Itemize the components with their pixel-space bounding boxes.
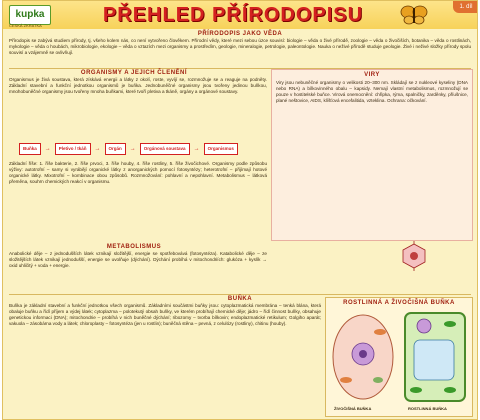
virus-icon: [389, 241, 439, 271]
cell-panel-heading: ROSTLINNÁ A ŽIVOČIŠNÁ BUŇKA: [343, 300, 455, 306]
plant-cell-caption: ROSTLINNÁ BUŇKA: [408, 406, 447, 411]
level-box: Orgán: [105, 143, 126, 155]
intro-text: Přírodopis se zabývá studiem přírody, tj. všeho kolem nás, co není vytvořeno člověkem. Přírodní vědy, které mezi sebou úzce souvisí: biologie – věda o živé přírodě, zoologie – věda o živočiších, botanika – věda o rostlinách, mykologie – věda o houbách, mikrobiologie, ekologie – věda o vztazích mezi organismy a prostředím, geologie, mineralogie, petrologie, paleontologie. Nauka o neživé přírodě studuje geologie. Živé i neživé složky přírody spolu souvisí a vzájemně se ovlivňují.: [9, 38, 471, 56]
plant-cell-icon: [402, 310, 468, 404]
org-text: Organismus je živá soustava, která získává energii a látky z okolí, roste, vyvíjí se, rozmnožuje se a reaguje na podněty. Základní stavební a funkční jednotkou organismů je buňka. Jednobuněčné organismy jsou tvořeny jedinou buňkou, mnohobuněčné organismy jsou tvořeny mnoha buňkami, které tvoří pletiva a tkáně, orgány a orgánové soustavy.: [9, 77, 267, 95]
header: [3, 1, 477, 29]
meta-text: Anabolické děje – z jednodušších látek vznikají složitější, energie se spotřebovává (fotosyntéza). Katabolické děje – ze složitějších látek vznikají jednodušší, energie se uvolňuje (dýchání). Dýchání probíhá v mitochondriích: glukóza + kyslík → oxid uhličitý + voda + energie.: [9, 251, 267, 269]
divider: [9, 294, 471, 295]
org-heading: ORGANISMY A JEJICH ČLENĚNÍ: [80, 70, 188, 76]
level-box: Pletivo / tkáň: [55, 143, 91, 155]
arrow-icon: →: [94, 146, 101, 152]
viruses-text: Viry jsou nebuněčné organismy o velikosti 20–300 nm. Skládají se z nukleové kyseliny (DNA nebo RNA) a bílkovinného obalu – kapsidy. Nemají vlastní metabolismus, rozmnožují se pouze v hostitelské buňce. Virová onemocnění: chřipka, rýma, spalničky, zarděnky, příušnice, plané neštovice, AIDS, klíšťová encefalitida, vzteklina. Ochrana: očkování.: [276, 80, 468, 104]
cell-heading: BUŇKA: [227, 296, 253, 302]
cell-diagram-panel: [325, 297, 473, 417]
arrow-icon: →: [193, 146, 200, 152]
butterfly-icon: [399, 4, 429, 26]
organization-levels-diagram: [19, 142, 238, 156]
level-box: Organismus: [204, 143, 238, 155]
level-box: Buňka: [19, 143, 41, 155]
animal-cell-icon: [330, 310, 396, 404]
edition-badge: 1. díl: [453, 1, 478, 13]
arrow-icon: →: [129, 146, 136, 152]
viruses-heading: VIRY: [364, 72, 380, 78]
meta-heading: METABOLISMUS: [106, 244, 162, 250]
brand-tagline: ČESKÁ ZKRATKA: [9, 23, 42, 28]
intro-heading: PŘÍRODOPIS JAKO VĚDA: [197, 31, 283, 37]
summary-sheet: [2, 0, 478, 420]
level-box: Orgánová soustava: [140, 143, 190, 155]
cell-text: Buňka je základní stavební a funkční jednotkou všech organismů. Základními součástmi buňky jsou: cytoplazmatická membrána – tenká blána, která obaluje buňku a řídí příjem a výdej látek; cytoplazma – polotekutý obsah buňky, ve kterém probíhají chemické děje; jádro – řídí činnost buňky, obsahuje genetickou informaci (DNA); mitochondrie – probíhá v nich buněčné dýchání; ribozomy – tvorba bílkovin; endoplazmatické retikulum; Golgiho aparát; vakuola – zásobárna vody a látek; chloroplasty – fotosyntéza (jen u rostlin); buněčná stěna – pevná, z celulózy (rostliny), chitinu (houby).: [9, 303, 321, 327]
brand-logo: kupka: [9, 5, 51, 25]
page-title: PŘEHLED PŘÍRODOPISU: [102, 4, 364, 26]
viruses-panel: [271, 69, 473, 241]
arrow-icon: →: [44, 146, 51, 152]
kingdoms-text: Základní říše: 1. říše bakterie, 2. říše prvoci, 3. říše houby, 4. říše rostliny, 5. říše živočichové. Organismy podle způsobu výživy: autotrofní – samy si vyrábějí organické látky z anorganických pomocí fotosyntézy; heterotrofní – přijímají hotové organické látky. Mixotrofní – kombinace obou způsobů. Rozmnožování: pohlavní a nepohlavní. Metabolismus – látková přeměna, souhrn chemických reakcí v organismu.: [9, 161, 267, 185]
animal-cell-caption: ŽIVOČIŠNÁ BUŇKA: [334, 406, 372, 411]
